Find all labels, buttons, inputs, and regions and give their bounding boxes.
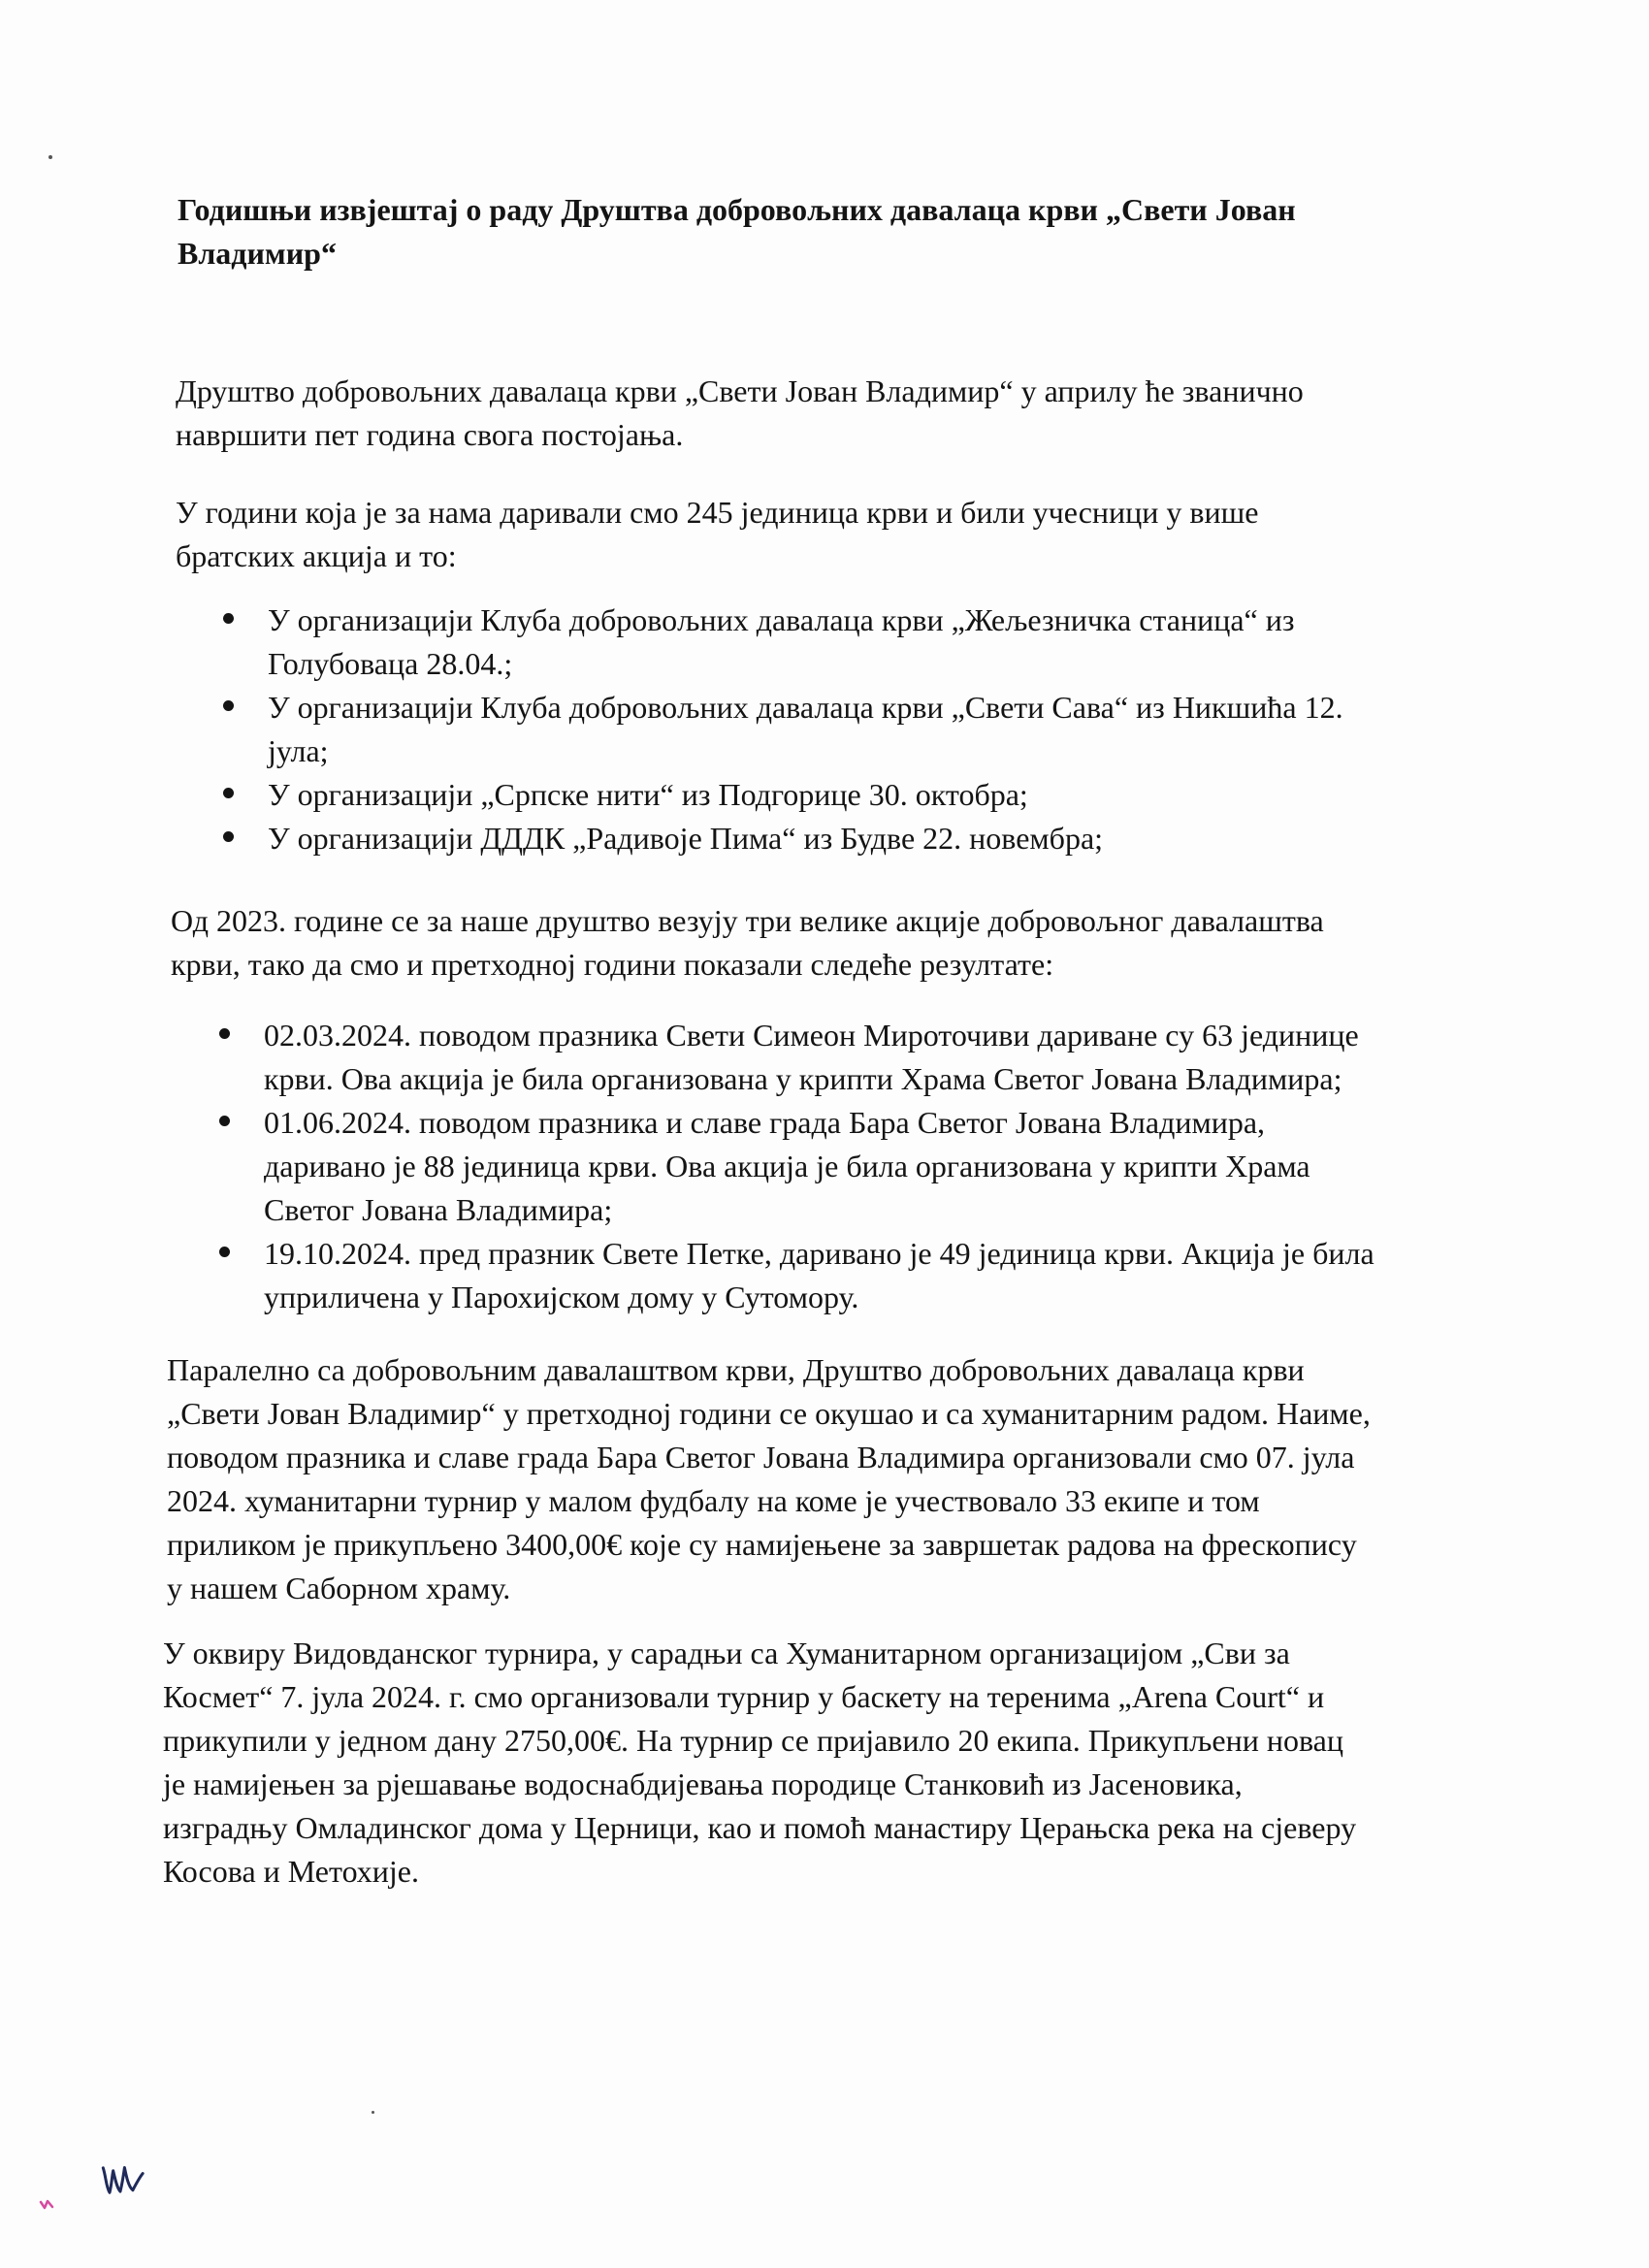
- list-item: [215, 1232, 1374, 1319]
- humanitarian-paragraph: [167, 1348, 1371, 1610]
- title-line: Владимир“: [178, 236, 337, 271]
- text-line: У години која је за нама даривали смо 245 јединица крви и били учесници у више: [176, 495, 1259, 530]
- scan-speck: [48, 155, 52, 159]
- text-line: уприличена у Парохијском дому у Сутомору.: [264, 1280, 859, 1314]
- big-actions-list: [215, 1014, 1374, 1319]
- pink-ink-mark: [39, 2198, 54, 2212]
- bullet-icon: [219, 1028, 230, 1039]
- bullet-icon: [223, 613, 234, 624]
- text-line: даривано је 88 јединица крви. Ова акција је била организована у крипти Храма: [264, 1149, 1310, 1183]
- text-line: У организацији Клуба добровољних давалаца крви „Жељезничка станица“ из: [268, 602, 1295, 637]
- text-line: крви, тако да смо и претходној години показали следеће резултате:: [171, 947, 1054, 982]
- text-line: крви. Ова акција је била организована у крипти Храма Светог Јована Владимира;: [264, 1061, 1342, 1096]
- text-line: 19.10.2024. пред празник Свете Петке, даривано је 49 јединица крви. Акција је била: [264, 1236, 1374, 1271]
- text-line: Од 2023. године се за наше друштво везују три велике акције добровољног давалаштва: [171, 903, 1324, 938]
- bullet-icon: [219, 1116, 230, 1126]
- handwritten-initials: [98, 2149, 162, 2216]
- text-line: У оквиру Видовданског турнира, у сарадњи са Хуманитарном организацијом „Сви за: [163, 1636, 1290, 1670]
- text-line: у нашем Саборном храму.: [167, 1571, 511, 1605]
- text-line: је намијењен за рјешавање водоснабдијевања породице Станковић из Јасеновика,: [163, 1766, 1243, 1801]
- text-line: 2024. хуманитарни турнир у малом фудбалу на коме је учествовало 33 екипе и том: [167, 1483, 1260, 1518]
- text-line: братских акција и то:: [176, 538, 457, 573]
- text-line: Косова и Метохије.: [163, 1854, 419, 1889]
- text-line: Светог Јована Владимира;: [264, 1192, 613, 1227]
- text-line: Голубоваца 28.04.;: [268, 646, 513, 681]
- list-item: [219, 599, 1343, 686]
- list-item: [219, 817, 1343, 860]
- text-line: „Свети Јован Владимир“ у претходној години се окушао и са хуманитарним радом. Наиме,: [167, 1396, 1371, 1431]
- list-item: [219, 686, 1343, 773]
- intro-paragraph: [176, 370, 1304, 457]
- text-line: навршити пет година свога постојања.: [176, 417, 684, 452]
- list-item: [215, 1101, 1374, 1232]
- initials-mark: [98, 2149, 161, 2203]
- text-line: 01.06.2024. поводом празника и славе града Бара Светог Јована Владимира,: [264, 1105, 1266, 1140]
- text-line: јула;: [268, 733, 329, 768]
- text-line: У организацији ДДДК „Радивоје Пима“ из Будве 22. новембра;: [268, 821, 1104, 856]
- text-line: У организацији Клуба добровољних давалаца крви „Свети Сава“ из Никшића 12.: [268, 690, 1343, 725]
- title-line: Годишњи извјештај о раду Друштва добровољних давалаца крви „Свети Јован: [178, 192, 1296, 227]
- bullet-icon: [219, 1247, 230, 1257]
- text-line: приликом је прикупљено 3400,00€ које су намијењене за завршетак радова на фрескопису: [167, 1527, 1357, 1562]
- bullet-icon: [223, 788, 234, 798]
- text-line: 02.03.2024. поводом празника Свети Симеон Мироточиви дариване су 63 јединице: [264, 1018, 1359, 1053]
- donations-paragraph: [176, 491, 1259, 578]
- list-item: [215, 1014, 1374, 1101]
- text-line: прикупили у једном дану 2750,00€. На турнир се пријавило 20 екипа. Прикупљени новац: [163, 1723, 1343, 1758]
- list-item: [219, 773, 1343, 817]
- text-line: Паралелно са добровољним давалаштвом крви, Друштво добровољних давалаца крви: [167, 1352, 1305, 1387]
- bullet-icon: [223, 831, 234, 842]
- text-line: У организацији „Српске нити“ из Подгорице 30. октобра;: [268, 777, 1028, 812]
- document-title: [178, 188, 1439, 275]
- bullet-icon: [223, 700, 234, 711]
- text-line: изградњу Омладинског дома у Церници, као и помоћ манастиру Церањска река на сјеверу: [163, 1810, 1357, 1845]
- scan-speck: [372, 2111, 374, 2114]
- text-line: поводом празника и славе града Бара Светог Јована Владимира организовали смо 07. јула: [167, 1440, 1355, 1474]
- since-2023-paragraph: [171, 899, 1324, 987]
- fraternal-actions-list: [219, 599, 1343, 860]
- vidovdan-paragraph: [163, 1632, 1356, 1894]
- text-line: Друштво добровољних давалаца крви „Свети Јован Владимир“ у априлу ће званично: [176, 373, 1304, 408]
- text-line: Космет“ 7. јула 2024. г. смо организовали турнир у баскету на теренима „Arena Court“ и: [163, 1679, 1325, 1714]
